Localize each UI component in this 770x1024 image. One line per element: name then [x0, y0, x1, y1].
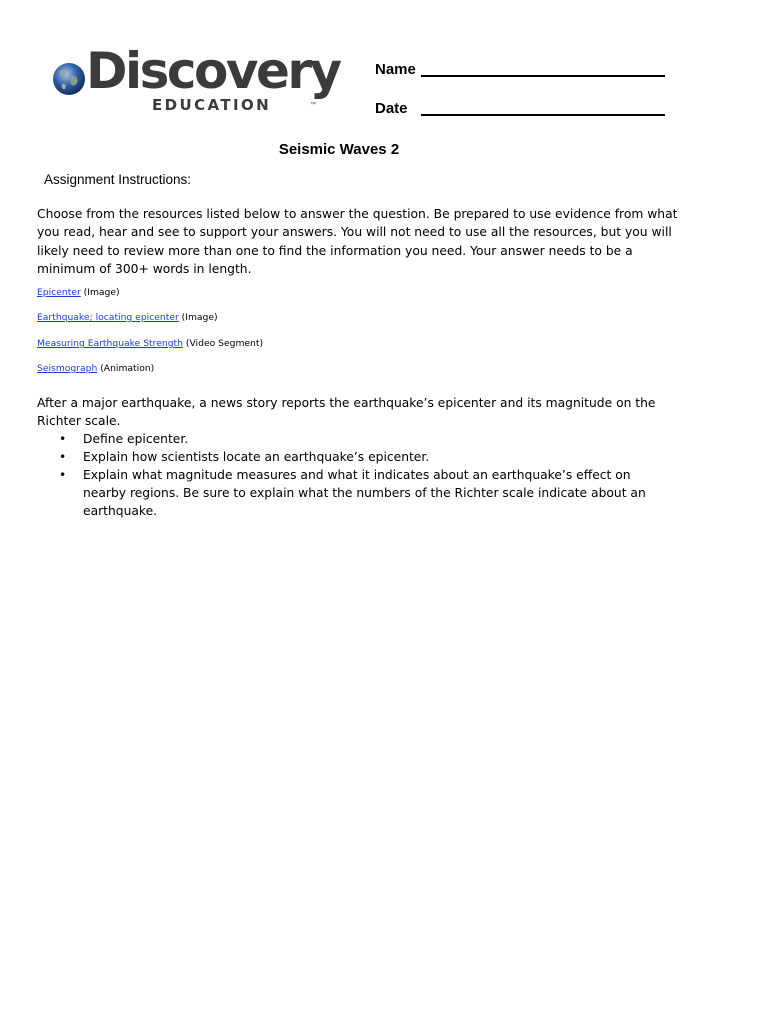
name-label: Name: [375, 61, 416, 78]
resource-link-locating-epicenter[interactable]: Earthquake; locating epicenter: [37, 312, 179, 323]
list-item: • Explain how scientists locate an earthquake’s epicenter.: [59, 450, 430, 464]
resource-type: (Video Segment): [182, 338, 264, 349]
globe-icon: [52, 62, 86, 96]
question-prompt: After a major earthquake, a news story reports the earthquake’s epicenter and its magnitude on the Richter scale.: [37, 396, 656, 429]
bullet-dot: •: [59, 468, 67, 482]
instructions-label: Assignment Instructions:: [44, 172, 192, 187]
bullet-dot: •: [59, 432, 67, 446]
intro-paragraph: Choose from the resources listed below to answer the question. Be prepared to use evidence from what you read, hear and see to support your answers. You will not need to use all the resources, but you will likely need to review more than one to find the information you need. Your answer needs to be a minimum of 300+ words in length.: [37, 207, 678, 276]
logo-trademark: ™: [310, 102, 316, 108]
resource-type: (Image): [80, 287, 120, 298]
logo-wordmark: Discovery: [86, 42, 340, 100]
resource-type: (Image): [178, 312, 218, 323]
bullet-dot: •: [59, 450, 67, 464]
name-field[interactable]: [421, 75, 665, 77]
resource-link-epicenter[interactable]: Epicenter: [37, 287, 81, 298]
resource-item: [37, 363, 154, 374]
resource-item: [37, 338, 263, 349]
page-title: Seismic Waves 2: [278, 141, 400, 158]
resource-item: [37, 287, 120, 298]
list-item: • Define epicenter.: [59, 432, 189, 446]
date-label: Date: [375, 100, 408, 117]
question-bullets: [37, 430, 677, 520]
date-field[interactable]: [421, 114, 665, 116]
resource-link-seismograph[interactable]: Seismograph: [37, 363, 98, 374]
list-item: • Explain what magnitude measures and what it indicates about an earthquake’s effect on nearby regions. Be sure to explain what the numbers of the Richter scale indicate about an earthquake.: [59, 468, 646, 518]
logo-subtitle: EDUCATION: [152, 96, 272, 114]
resource-type: (Animation): [97, 363, 155, 374]
resource-link-measuring-strength[interactable]: Measuring Earthquake Strength: [37, 338, 183, 349]
discovery-education-logo: [50, 42, 340, 122]
resource-item: [37, 312, 218, 323]
